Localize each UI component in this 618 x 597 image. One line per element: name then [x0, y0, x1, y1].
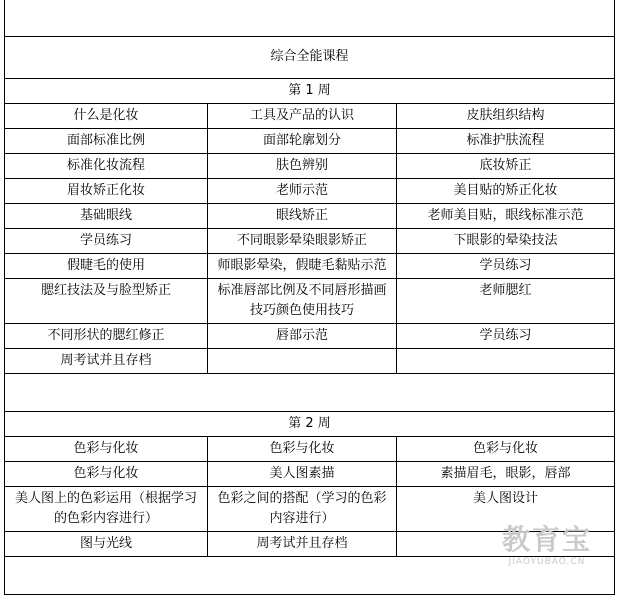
table-row — [5, 532, 615, 557]
table-cell: 标准唇部比例及不同唇形描画技巧颜色使用技巧 — [208, 279, 397, 324]
table-cell: 面部轮廓划分 — [208, 129, 397, 154]
table-cell: 腮红技法及与脸型矫正 — [5, 279, 208, 324]
table-cell: 美目贴的矫正化妆 — [397, 179, 615, 204]
table-cell — [397, 349, 615, 374]
table-cell: 色彩之间的搭配（学习的色彩内容进行） — [208, 487, 397, 532]
table-cell: 什么是化妆 — [5, 104, 208, 129]
table-row — [5, 179, 615, 204]
table-cell: 老师美目贴，眼线标准示范 — [397, 204, 615, 229]
table-cell — [397, 532, 615, 557]
table-cell: 学员练习 — [397, 254, 615, 279]
table-cell: 美人图上的色彩运用（根据学习的色彩内容进行） — [5, 487, 208, 532]
table-row — [5, 129, 615, 154]
course-title: 综合全能课程 — [5, 37, 615, 79]
top-blank-cell — [5, 0, 615, 37]
table-row — [5, 374, 615, 412]
table-row — [5, 412, 615, 437]
table-row — [5, 487, 615, 532]
table-row — [5, 204, 615, 229]
table-cell: 色彩与化妆 — [208, 437, 397, 462]
table-cell: 下眼影的晕染技法 — [397, 229, 615, 254]
table-cell: 美人图设计 — [397, 487, 615, 532]
table-row — [5, 229, 615, 254]
table-row — [5, 324, 615, 349]
watermark-sub: JIAOYUBAO.CN — [508, 557, 586, 567]
table-row — [5, 557, 615, 595]
table-row — [5, 0, 615, 37]
table-cell — [208, 349, 397, 374]
table-cell: 老师示范 — [208, 179, 397, 204]
table-cell: 不同眼影晕染眼影矫正 — [208, 229, 397, 254]
table-cell: 眉妆矫正化妆 — [5, 179, 208, 204]
table-row — [5, 437, 615, 462]
table-row — [5, 279, 615, 324]
table-row — [5, 154, 615, 179]
table-cell: 标准护肤流程 — [397, 129, 615, 154]
table-cell: 色彩与化妆 — [5, 437, 208, 462]
curriculum-table — [4, 0, 615, 595]
week-header: 第 1 周 — [5, 79, 615, 104]
table-cell: 图与光线 — [5, 532, 208, 557]
table-cell: 色彩与化妆 — [397, 437, 615, 462]
table-cell: 素描眉毛，眼影，唇部 — [397, 462, 615, 487]
bottom-blank-cell — [5, 557, 615, 595]
table-cell: 眼线矫正 — [208, 204, 397, 229]
table-cell: 底妆矫正 — [397, 154, 615, 179]
table-cell: 皮肤组织结构 — [397, 104, 615, 129]
table-cell: 学员练习 — [397, 324, 615, 349]
table-cell: 老师腮红 — [397, 279, 615, 324]
table-cell: 色彩与化妆 — [5, 462, 208, 487]
table-cell: 工具及产品的认识 — [208, 104, 397, 129]
table-row — [5, 349, 615, 374]
table-cell: 美人图素描 — [208, 462, 397, 487]
spacer-cell — [5, 374, 615, 412]
watermark-main: 教育宝 — [501, 523, 592, 556]
table-cell: 肤色辨别 — [208, 154, 397, 179]
table-row — [5, 462, 615, 487]
table-row — [5, 37, 615, 79]
table-row — [5, 104, 615, 129]
table-cell: 周考试并且存档 — [208, 532, 397, 557]
table-cell: 学员练习 — [5, 229, 208, 254]
table-cell: 师眼影晕染，假睫毛黏贴示范 — [208, 254, 397, 279]
table-cell: 唇部示范 — [208, 324, 397, 349]
table-row — [5, 254, 615, 279]
table-row — [5, 79, 615, 104]
table-cell: 基础眼线 — [5, 204, 208, 229]
table-cell: 假睫毛的使用 — [5, 254, 208, 279]
table-cell: 周考试并且存档 — [5, 349, 208, 374]
table-cell: 面部标准比例 — [5, 129, 208, 154]
week-header: 第 2 周 — [5, 412, 615, 437]
table-cell: 不同形状的腮红修正 — [5, 324, 208, 349]
table-cell: 标准化妆流程 — [5, 154, 208, 179]
